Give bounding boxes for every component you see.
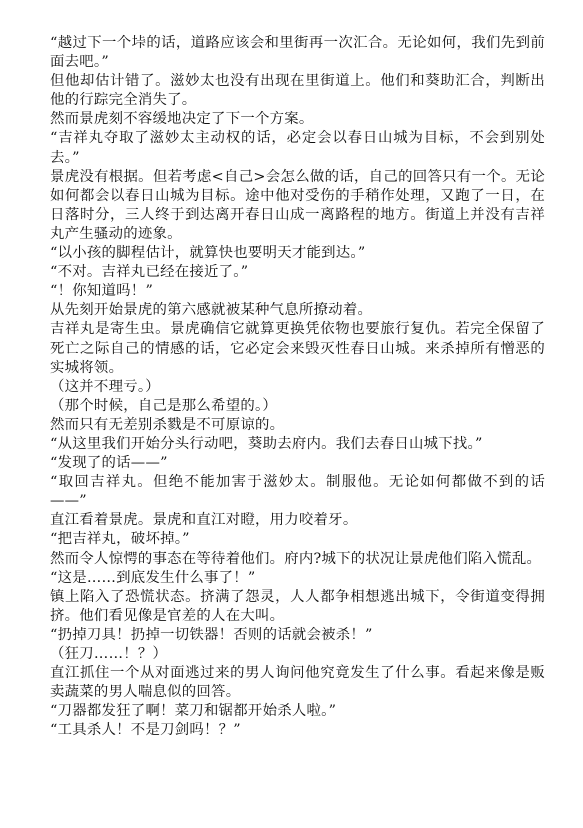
paragraph-15: “发现了的话——” — [50, 455, 168, 472]
paragraph-4: “吉祥丸夺取了滋妙太主动权的话，必定会以春日山城为目标，不会到别处去。” — [50, 130, 545, 166]
paragraph-25: “刀器都发狂了啊！菜刀和锯都开始杀人啦。” — [50, 703, 337, 720]
paragraph-20: “这是……到底发生什么事了！” — [50, 569, 256, 586]
paragraph-14: “从这里我们开始分头行动吧，葵助去府内。我们去春日山城下找。” — [50, 435, 483, 452]
paragraph-9: 从先刻开始景虎的第六感就被某种气息所撩动着。 — [50, 302, 373, 319]
paragraph-26: “工具杀人！不是刀剑吗！？” — [50, 722, 241, 739]
paragraph-16: “取回吉祥丸。但绝不能加害于滋妙太。制服他。无论如何都做不到的话——” — [50, 474, 545, 510]
paragraph-2: 但他却估计错了。滋妙太也没有出现在里街道上。他们和葵助汇合，判断出他的行踪完全消失了。 — [50, 73, 545, 109]
paragraph-7: “不对。吉祥丸已经在接近了。” — [50, 264, 249, 281]
paragraph-17: 直江看着景虎。景虎和直江对瞪，用力咬着牙。 — [50, 512, 358, 529]
paragraph-3: 然而景虎刻不容缓地决定了下一个方案。 — [50, 111, 314, 128]
paragraph-11: （这并不理亏。） — [50, 378, 160, 395]
paragraph-21: 镇上陷入了恐慌状态。挤满了怨灵，人人都争相想逃出城下，令街道变得拥挤。他们看见像是官差的人在大叫。 — [50, 588, 545, 624]
paragraph-5: 景虎没有根据。但若考虑<自己>会怎么做的话，自己的回答只有一个。无论如何都会以春日山城为目标。途中他对受伤的手稍作处理，又跑了一日，在日落时分，三人终于到达离开春日山成一离路程的地方。街道上并没有吉祥丸产生骚动的迹象。 — [50, 168, 545, 242]
paragraph-10: 吉祥丸是寄生虫。景虎确信它就算更换凭依物也要旅行复仇。若完全保留了死亡之际自己的情感的话，它必定会来毁灭性春日山城。来杀掉所有憎恶的实城将领。 — [50, 321, 545, 376]
paragraph-18: “把吉祥丸，破坏掉。” — [50, 531, 190, 548]
paragraph-12: （那个时候，自己是那么希望的。） — [50, 397, 278, 414]
paragraph-24: 直江抓住一个从对面逃过来的男人询问他究竟发生了什么事。看起来像是贩卖蔬菜的男人喘息似的回答。 — [50, 665, 545, 701]
paragraph-6: “以小孩的脚程估计，就算快也要明天才能到达。” — [50, 245, 366, 262]
paragraph-23: （狂刀……！？） — [50, 646, 168, 662]
paragraph-13: 然而只有无差别杀戮是不可原谅的。 — [50, 416, 285, 433]
paragraph-19: 然而令人惊愕的事态在等待着他们。府内?城下的状况让景虎他们陷入慌乱。 — [50, 550, 542, 567]
paragraph-8: “！你知道吗！” — [50, 283, 154, 300]
paragraph-22: “扔掉刀具！扔掉一切铁器！否则的话就会被杀！” — [50, 626, 373, 643]
paragraph-1: “越过下一个垰的话，道路应该会和里街再一次汇合。无论如何，我们先到前面去吧。” — [50, 35, 545, 71]
